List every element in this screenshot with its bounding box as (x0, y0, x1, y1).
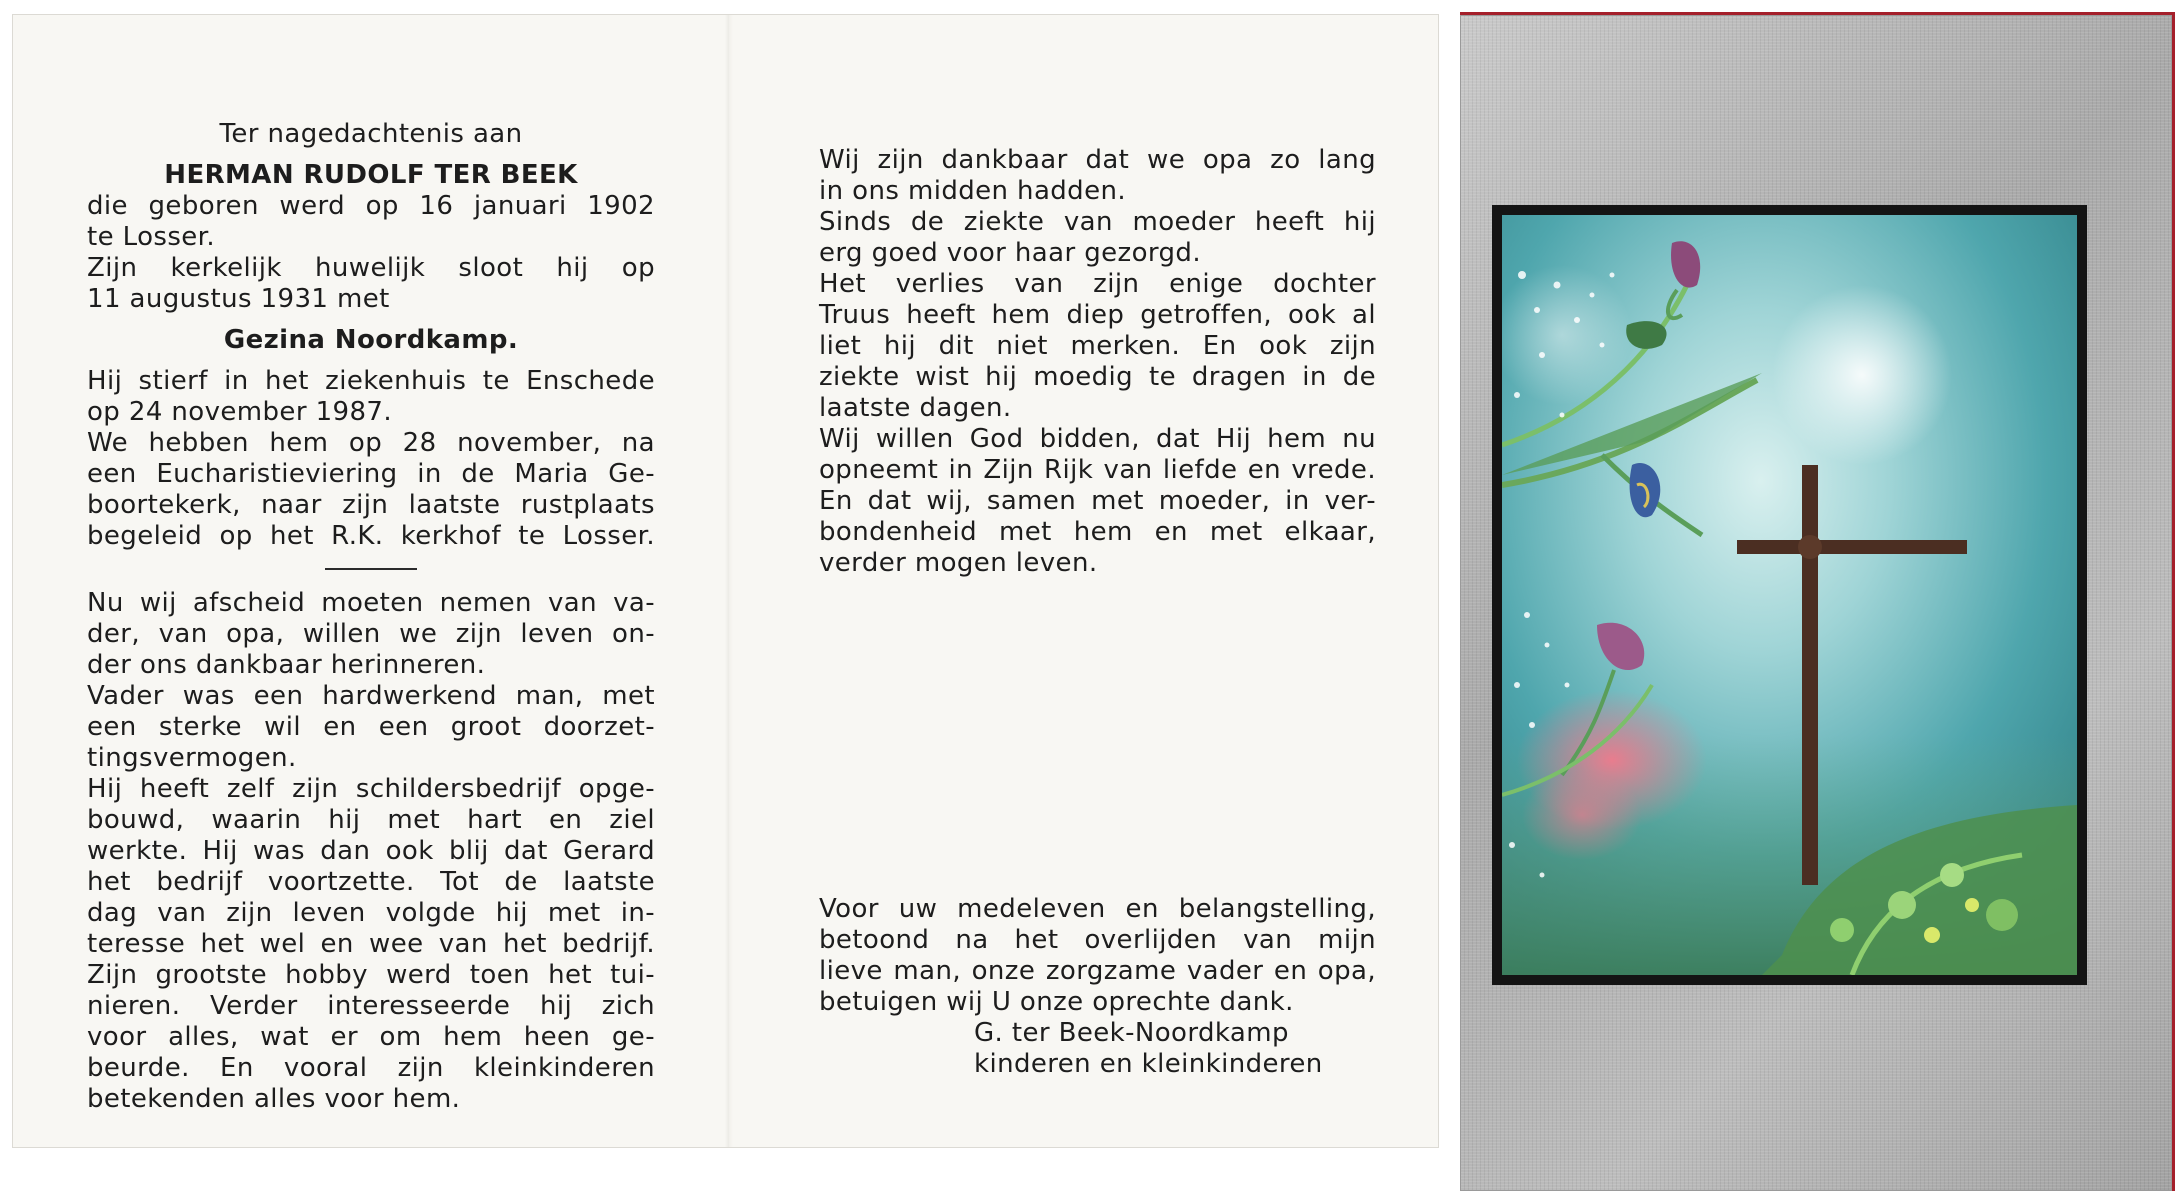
text-line: dag van zijn leven volgde hij met in- (87, 898, 655, 928)
signature-line: kinderen en kleinkinderen (974, 1049, 1323, 1079)
text-line: voor alles, wat er om hem heen ge- (87, 1022, 655, 1052)
text-line: der ons dankbaar herinneren. (87, 650, 486, 680)
spouse-name: Gezina Noordkamp. (223, 325, 519, 355)
text-line: erg goed voor haar gezorgd. (819, 238, 1201, 268)
text-line: ziekte wist hij moedig te dragen in de (819, 362, 1376, 392)
text-line: werkte. Hij was dan ook blij dat Gerard (87, 836, 655, 866)
memorial-card-inner (12, 14, 1439, 1148)
text-line: een sterke wil en een groot doorzet- (87, 712, 655, 742)
text-line: nieren. Verder interesseerde hij zich (87, 991, 655, 1021)
divider-line (325, 568, 417, 570)
card-cover (1460, 12, 2175, 1191)
memorial-heading: Ter nagedachtenis aan (219, 119, 523, 149)
text-line: We hebben hem op 28 november, na (87, 428, 655, 458)
text-line: Zijn kerkelijk huwelijk sloot hij op (87, 253, 655, 283)
text-line: te Losser. (87, 222, 216, 252)
text-line: der, van opa, willen we zijn leven on- (87, 619, 655, 649)
text-line: 11 augustus 1931 met (87, 284, 390, 314)
text-line: beurde. En vooral zijn kleinkinderen (87, 1053, 655, 1083)
cross-with-flowers-photo (1502, 215, 2077, 975)
text-line: bondenheid met hem en met elkaar, (819, 517, 1376, 547)
text-line: het bedrijf voortzette. Tot de laatste (87, 867, 655, 897)
text-line: tingsvermogen. (87, 743, 297, 773)
text-line: Nu wij afscheid moeten nemen van va- (87, 588, 655, 618)
text-line: begeleid op het R.K. kerkhof te Losser. (87, 521, 655, 551)
text-line: Truus heeft hem diep getroffen, ook al (819, 300, 1376, 330)
text-line: in ons midden hadden. (819, 176, 1127, 206)
text-line: Zijn grootste hobby werd toen het tui- (87, 960, 655, 990)
signature-line: G. ter Beek-Noordkamp (974, 1018, 1289, 1048)
biography-column (87, 119, 655, 1115)
text-line: op 24 november 1987. (87, 397, 393, 427)
text-line: Het verlies van zijn enige dochter (819, 269, 1376, 299)
thanks-block (819, 894, 1376, 1080)
text-line: opneemt in Zijn Rijk van liefde en vrede. (819, 455, 1376, 485)
text-line: die geboren werd op 16 januari 1902 (87, 191, 655, 221)
text-line: Sinds de ziekte van moeder heeft hij (819, 207, 1376, 237)
text-line: Hij heeft zelf zijn schildersbedrijf opge- (87, 774, 655, 804)
thanks-line: Voor uw medeleven en belangstelling, (819, 894, 1376, 924)
text-line: teresse het wel en wee van het bedrijf. (87, 929, 655, 959)
text-line: liet hij dit niet merken. En ook zijn (819, 331, 1376, 361)
middle-page (729, 15, 1438, 1147)
text-line: Wij zijn dankbaar dat we opa zo lang (819, 145, 1376, 175)
reflection-column (819, 145, 1376, 579)
thanks-line: betoond na het overlijden van mijn (819, 925, 1376, 955)
text-line: Hij stierf in het ziekenhuis te Enschede (87, 366, 655, 396)
text-line: Wij willen God bidden, dat Hij hem nu (819, 424, 1376, 454)
text-line: verder mogen leven. (819, 548, 1098, 578)
thanks-line: lieve man, onze zorgzame vader en opa, (819, 956, 1376, 986)
text-line: En dat wij, samen met moeder, in ver- (819, 486, 1376, 516)
text-line: betekenden alles voor hem. (87, 1084, 461, 1114)
text-line: een Eucharistieviering in de Maria Ge- (87, 459, 655, 489)
left-page (13, 15, 729, 1147)
text-line: boortekerk, naar zijn laatste rustplaats (87, 490, 655, 520)
thanks-line: betuigen wij U onze oprechte dank. (819, 987, 1294, 1017)
text-line: bouwd, waarin hij met hart en ziel (87, 805, 655, 835)
text-line: Vader was een hardwerkend man, met (87, 681, 655, 711)
cover-photo-frame (1492, 205, 2087, 985)
deceased-name: HERMAN RUDOLF TER BEEK (164, 160, 578, 190)
text-line: laatste dagen. (819, 393, 1012, 423)
